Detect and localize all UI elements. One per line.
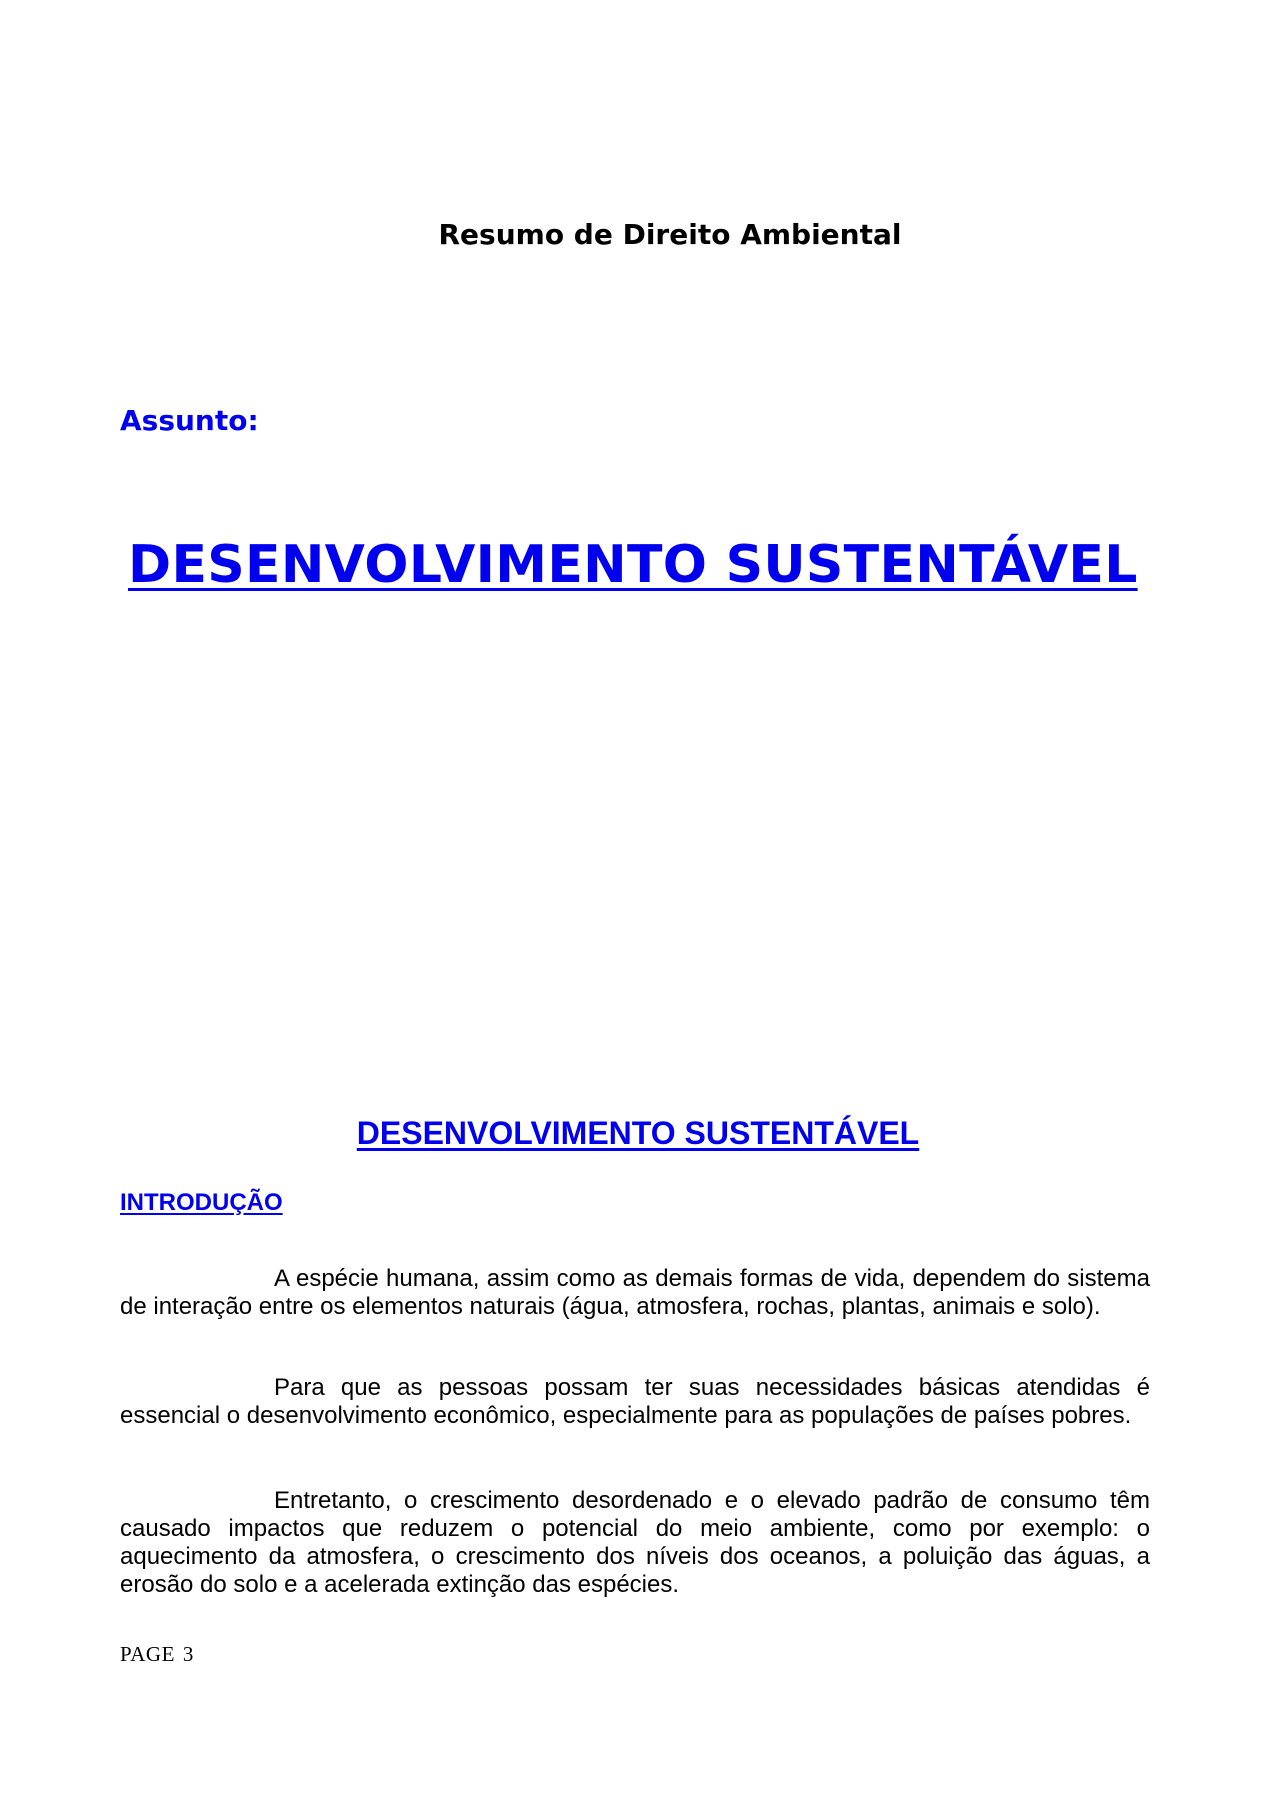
page-footer [120, 1642, 194, 1667]
section-heading-text: DESENVOLVIMENTO SUSTENTÁVEL [356, 1115, 920, 1151]
page-number: 3 [182, 1642, 194, 1666]
paragraph-3: Entretanto, o crescimento desordenado e o elevado padrão de consumo têm causado impactos que reduzem o potencial do meio ambiente, como por exemplo: o aquecimento da atmosfera, o crescimento dos níveis dos oceanos, a poluição das águas, a erosão do solo e a acelerada extinção das espécies. [120, 1487, 1150, 1598]
introduction-heading: INTRODUÇÃO [120, 1189, 283, 1216]
main-heading: DESENVOLVIMENTO SUSTENTÁVEL [128, 535, 1138, 595]
paragraph-1: A espécie humana, assim como as demais formas de vida, dependem do sistema de interação entre os elementos naturais (água, atmosfera, rochas, plantas, animais e solo). [120, 1265, 1150, 1320]
section-heading [0, 1115, 1276, 1152]
subject-label: Assunto: [120, 404, 259, 437]
paragraph-2: Para que as pessoas possam ter suas necessidades básicas atendidas é essencial o desenvolvimento econômico, especialmente para as populações de países pobres. [120, 1374, 1150, 1429]
page-label: PAGE [120, 1642, 175, 1666]
document-title: Resumo de Direito Ambiental [438, 218, 902, 251]
